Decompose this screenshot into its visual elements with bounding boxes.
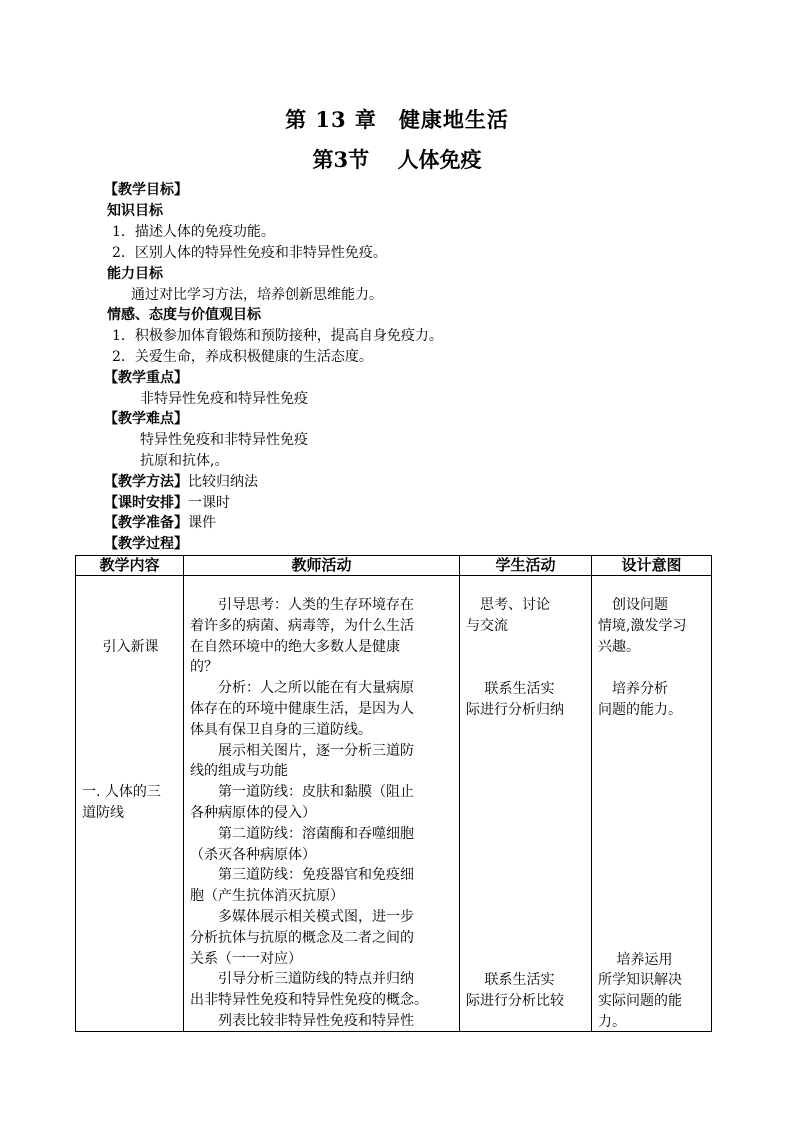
design-intent-cell [592,576,712,1032]
teaching-process-table [75,555,712,1032]
emotion-item-1: 1．积极参加体育锻炼和预防接种，提高自身免疫力。 [112,328,443,344]
section-title: 第3节 人体免疫 [312,147,482,172]
intent-line: 情境,激发学习 [598,618,687,634]
teacher-line: 各种病原体的侵入） [190,805,316,821]
teacher-line: 分析：人之所以能在有大量病原 [190,680,414,697]
key-points-heading: 【教学重点】 [104,370,188,386]
intent-line: 创设问题 [598,597,668,613]
header-design-intent: 设计意图 [592,556,712,576]
emotion-item-2: 2．关爱生命，养成积极健康的生活态度。 [112,349,373,365]
teacher-line: 第二道防线：溶菌酶和吞噬细胞 [190,825,414,842]
intent-line: 问题的能力。 [598,702,682,718]
content-cell [76,576,184,1032]
content-line: 道防线 [82,805,124,821]
teacher-line: 在自然环境中的绝大多数人是健康 [190,638,400,655]
teacher-line: 第一道防线：皮肤和黏膜（阻止 [190,784,414,801]
teacher-line: 着许多的病菌、病毒等，为什么生活 [190,617,414,634]
teacher-line: 分析抗体与抗原的概念及二者之间的 [190,929,414,946]
teacher-line: 第三道防线：免疫器官和免疫细 [190,867,414,884]
difficulty-line-2: 抗原和抗体,。 [140,453,229,469]
teacher-line: 关系（一一对应） [190,950,302,967]
table-row [76,576,712,1032]
header-content: 教学内容 [76,556,184,576]
chapter-title: 第 13 章 健康地生活 [285,107,509,132]
teacher-line: 线的组成与功能 [190,763,288,780]
table-header-row [76,556,712,576]
teacher-line: 引导分析三道防线的特点并归纳 [190,971,414,988]
student-line: 思考、讨论 [466,597,550,613]
preparation-value: 课件 [188,515,216,531]
ability-heading: 能力目标 [107,266,163,282]
knowledge-item-2: 2．区别人体的特异性免疫和非特异性免疫。 [112,245,387,261]
content-line: 引入新课 [102,639,159,655]
teacher-line: 胞（产生抗体消灭抗原） [190,888,344,905]
intent-line: 培养分析 [598,681,668,697]
ability-text: 通过对比学习方法，培养创新思维能力。 [131,287,383,303]
teacher-line: 多媒体展示相关模式图，进一步 [190,909,414,925]
student-line: 联系生活实 [466,972,555,988]
header-teacher-activity: 教师活动 [184,556,460,576]
intent-line: 力。 [598,1014,626,1030]
teacher-line: 体具有保卫自身的三道防线。 [190,721,372,738]
emotion-heading: 情感、态度与价值观目标 [107,307,261,323]
student-line: 际进行分析归纳 [466,702,564,718]
student-activity-cell [460,576,592,1032]
difficulty-line-1: 特异性免疫和非特异性免疫 [140,432,308,448]
teacher-line: 列表比较非特异性免疫和特异性 [190,1013,414,1029]
student-line: 联系生活实 [466,681,555,697]
schedule-row [104,493,230,513]
preparation-heading: 【教学准备】 [104,515,188,531]
teacher-line: （杀灭各种病原体） [190,846,316,863]
schedule-value: 一课时 [188,495,230,511]
schedule-heading: 【课时安排】 [104,495,188,511]
teacher-line: 的？ [190,659,218,676]
teacher-line: 出非特异性免疫和特异性免疫的概念。 [190,992,428,1009]
teacher-line: 展示相关图片，逐一分析三道防 [190,742,414,759]
intent-line: 实际问题的能 [598,993,682,1009]
key-points-text: 非特异性免疫和特异性免疫 [140,391,308,407]
method-value: 比较归纳法 [188,474,258,490]
teacher-line: 体存在的环境中健康生活，是因为人 [190,701,414,717]
header-student-activity: 学生活动 [460,556,592,576]
student-line: 与交流 [466,618,508,634]
objectives-heading: 【教学目标】 [104,182,188,198]
preparation-row [104,513,216,533]
method-row [104,472,258,492]
teacher-line: 引导思考：人类的生存环境存在 [190,597,414,613]
intent-line: 兴趣。 [598,639,640,655]
difficulties-heading: 【教学难点】 [104,411,188,427]
intent-line: 培养运用 [598,952,673,968]
process-heading: 【教学过程】 [104,536,188,552]
knowledge-item-1: 1．描述人体的免疫功能。 [112,224,275,240]
knowledge-heading: 知识目标 [107,203,163,219]
method-heading: 【教学方法】 [104,474,188,490]
intent-line: 所学知识解决 [598,972,682,988]
student-line: 际进行分析比较 [466,993,564,1009]
teacher-activity-cell [184,576,460,1032]
content-line: 一. 人体的三 [82,784,161,800]
